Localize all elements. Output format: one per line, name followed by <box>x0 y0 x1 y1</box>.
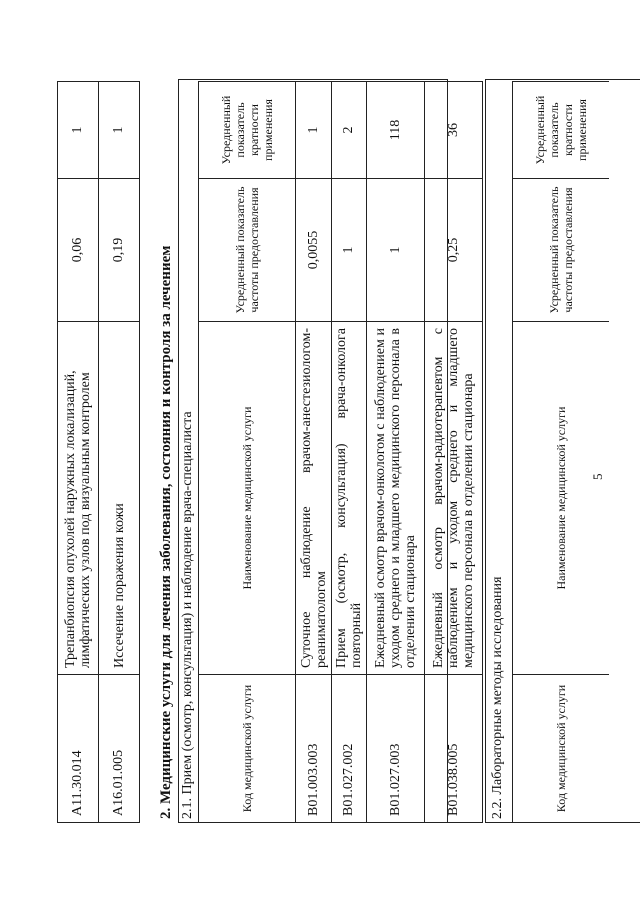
service-multiplicity: 1 <box>296 82 332 179</box>
service-multiplicity: 1 <box>58 82 99 179</box>
service-frequency: 1 <box>367 179 425 322</box>
service-multiplicity: 36 <box>425 82 483 179</box>
header-frequency: Усредненный показатель частоты предоставления <box>513 179 610 322</box>
page-number: 5 <box>590 473 605 480</box>
service-multiplicity: 118 <box>367 82 425 179</box>
header-code: Код медицинской услуги <box>199 675 296 823</box>
table-row <box>99 82 140 823</box>
service-frequency: 0,06 <box>58 179 99 322</box>
header-name: Наименование медицинской услуги <box>199 322 296 675</box>
subsection-caption: 2.2. Лабораторные методы исследования <box>490 576 505 819</box>
service-name: Иссечение поражения кожи <box>99 322 140 675</box>
service-multiplicity: 1 <box>99 82 140 179</box>
header-multiplicity: Усредненный показатель кратности применения <box>513 82 610 179</box>
service-code: A16.01.005 <box>99 675 140 823</box>
table-row <box>425 82 483 823</box>
service-code: B01.027.002 <box>332 675 367 823</box>
service-code: B01.027.003 <box>367 675 425 823</box>
header-code: Код медицинской услуги <box>513 675 610 823</box>
service-name: Трепанбиопсия опухолей наружных локализаций, лимфатических узлов под визуальным контролем <box>58 322 99 675</box>
table-row <box>332 82 367 823</box>
header-multiplicity: Усредненный показатель кратности применения <box>199 82 296 179</box>
service-code: B01.038.005 <box>425 675 483 823</box>
header-frequency: Усредненный показатель частоты предоставления <box>199 179 296 322</box>
table-header-row <box>199 82 296 823</box>
header-name: Наименование медицинской услуги <box>513 322 610 675</box>
section-heading: 2. Медицинские услуги для лечения заболевания, состояния и контроля за лечением <box>158 245 174 819</box>
services-table-continued <box>57 81 140 823</box>
service-frequency: 0,0055 <box>296 179 332 322</box>
service-frequency: 0,19 <box>99 179 140 322</box>
service-frequency: 1 <box>332 179 367 322</box>
specialist-services-table <box>198 81 483 823</box>
service-name: Ежедневный осмотр врачом-радиотерапевтом с наблюдением и уходом среднего и младшего медицинского персонала в отделении стационара <box>425 322 483 675</box>
service-code: B01.003.003 <box>296 675 332 823</box>
table-row <box>367 82 425 823</box>
subsection-caption: 2.1. Прием (осмотр, консультация) и наблюдение врача-специалиста <box>180 411 195 819</box>
table-header-row <box>513 82 610 823</box>
service-multiplicity: 2 <box>332 82 367 179</box>
table-row <box>58 82 99 823</box>
service-code: A11.30.014 <box>58 675 99 823</box>
service-name: Ежедневный осмотр врачом-онкологом с наблюдением и уходом среднего и младшего медицинского персонала в отделении стационара <box>367 322 425 675</box>
lab-methods-table <box>512 81 609 823</box>
service-frequency: 0,25 <box>425 179 483 322</box>
table-row <box>296 82 332 823</box>
service-name: Прием (осмотр, консультация) врача-онколога повторный <box>332 322 367 675</box>
service-name: Суточное наблюдение врачом-анестезиологом-реаниматологом <box>296 322 332 675</box>
